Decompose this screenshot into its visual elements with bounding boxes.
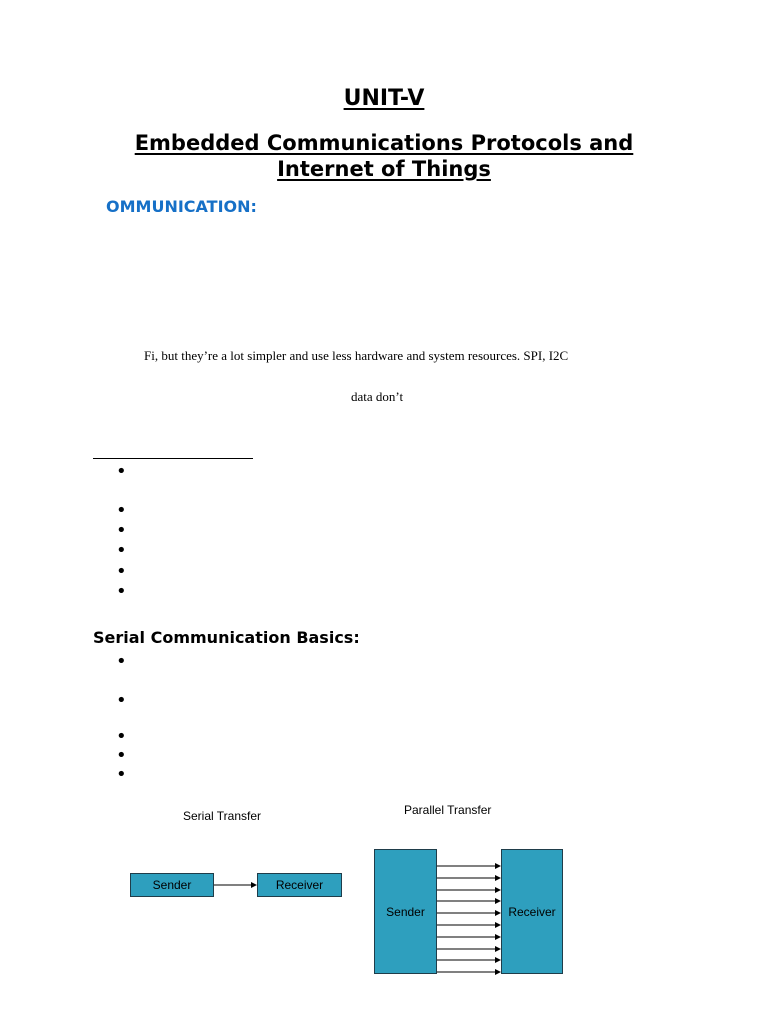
unit-title: UNIT-V [343, 86, 425, 111]
parallel-sender-label: Sender [386, 904, 425, 919]
serial-communication-heading: Serial Communication Basics: [93, 628, 360, 647]
parallel-transfer-caption: Parallel Transfer [404, 803, 492, 817]
parallel-arrows [437, 866, 500, 972]
parallel-receiver-label: Receiver [508, 904, 556, 919]
serial-sender-label: Sender [152, 878, 192, 892]
serial-receiver-label: Receiver [275, 878, 324, 892]
body-text-fragment: Fi, but they’re a lot simpler and use less hardware and system resources. SPI, I2C [144, 348, 569, 363]
serial-transfer-caption: Serial Transfer [183, 809, 262, 823]
body-text-fragment: data don’t [351, 389, 404, 404]
document-title-line-2: Internet of Things [277, 157, 491, 181]
communication-heading: OMMUNICATION: [106, 197, 257, 216]
document-title-line-1: Embedded Communications Protocols and [134, 131, 634, 155]
